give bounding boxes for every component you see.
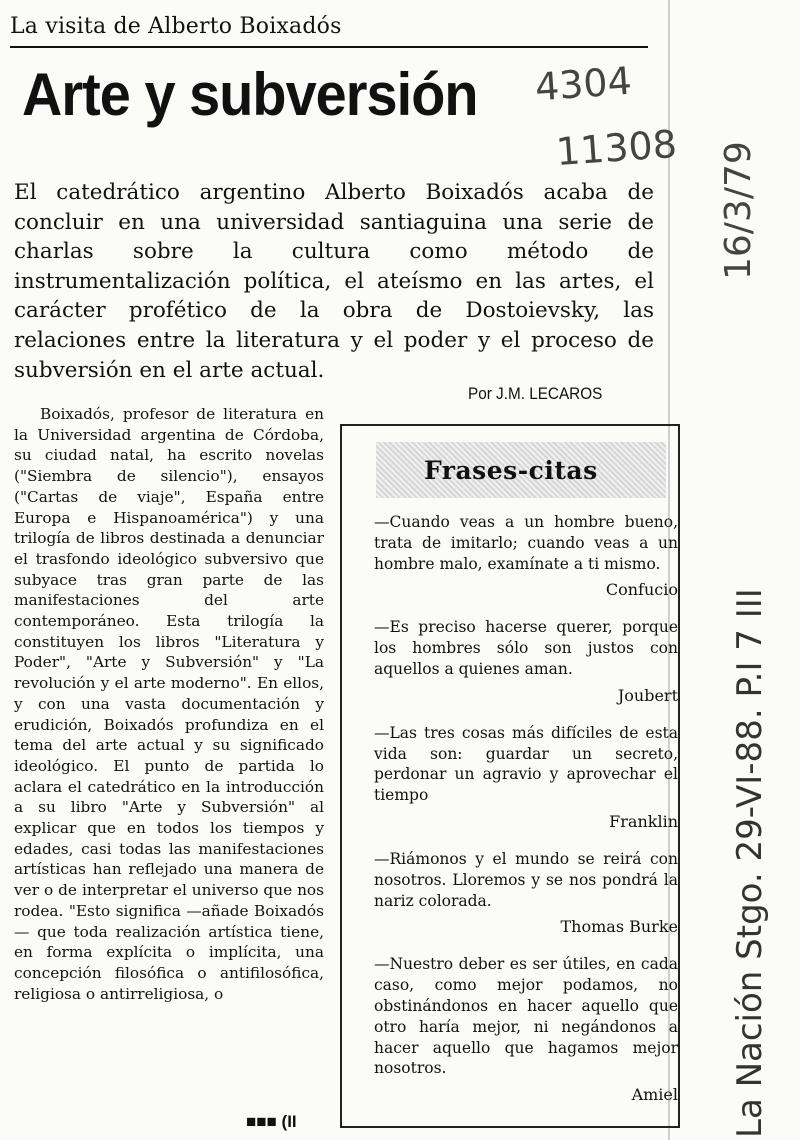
quote-text: —Es preciso hacerse querer, porque los hombres sólo son justos con aquellos a quienes aman. bbox=[374, 618, 678, 678]
quotes-box-title: Frases-citas bbox=[424, 455, 598, 485]
quote-author: Thomas Burke bbox=[560, 917, 678, 937]
quote-author: Confucio bbox=[605, 580, 678, 600]
article-byline: Por J.M. LECAROS bbox=[468, 384, 603, 403]
continuation-mark: ■■■ (II bbox=[246, 1112, 297, 1131]
quote-text: —Las tres cosas más difíciles de esta vida son: guardar un secreto, perdonar un agravio y aprovechar el tiempo bbox=[374, 723, 678, 805]
quote-author: Joubert bbox=[617, 685, 678, 705]
quote-item bbox=[374, 954, 678, 1104]
quote-item bbox=[374, 512, 678, 599]
article-kicker: La visita de Alberto Boixadós bbox=[10, 14, 342, 39]
article-body: Boixadós, profesor de literatura en la Universidad argentina de Córdoba, su ciudad natal, ha escrito novelas ("Siembra de silencio"), ensayos ("Cartas de viaje", España entre Europa e Hispanoamérica") y una trilogía de libros destinada a denunciar el trasfondo ideológico subversivo que subyace tras gran parte de las manifestaciones del arte contemporáneo. Esta trilogía la constituyen los libros "Literatura y Poder", "Arte y Subversión" y "La revolución y el arte moderno". En ellos, y con una vasta documentación y erudición, Boixadós profundiza en el tema del arte actual y su significado ideológico. El punto de partida lo aclara el catedrático en la introducción a su libro "Arte y Subversión" al explicar que en todos los tiempos y edades, casi todas las manifestaciones artísticas han reflejado una manera de ver o de interpretar el universo que nos rodea. "Esto significa —añade Boixadós— que toda realización artística tiene, en forma explícita o implícita, una concepción filosófica o antifilosófica, religiosa o antirreligiosa, o bbox=[14, 405, 324, 1003]
article-lede: El catedrático argentino Alberto Boixadós acaba de concluir en una universidad santiaguina una serie de charlas sobre la cultura como método de instrumentalización política, el ateísmo en las artes, el carácter profético de la obra de Dostoievsky, las relaciones entre la literatura y el poder y el proceso de subversión en el arte actual. bbox=[14, 180, 654, 383]
quote-item bbox=[374, 849, 678, 936]
quote-item bbox=[374, 723, 678, 831]
handwritten-source-note: La Nación Stgo. 29-VI-88. P.I 7 III bbox=[730, 588, 770, 1138]
kicker-rule bbox=[10, 46, 648, 48]
quote-text: —Riámonos y el mundo se reirá con nosotros. Lloremos y se nos pondrá la nariz colorada. bbox=[374, 849, 678, 910]
quote-item bbox=[374, 617, 678, 704]
quote-text: —Nuestro deber es ser útiles, en cada caso, como mejor podamos, no obstinándonos en hacer aquello que otro haría mejor, ni negándonos a hacer aquello que hagamos mejor nosotros. bbox=[374, 955, 678, 1078]
handwritten-number-bottom: 11308 bbox=[554, 121, 679, 175]
quotes-box-title-banner bbox=[376, 442, 666, 498]
handwritten-number-top: 4304 bbox=[533, 58, 634, 110]
quote-text: —Cuando veas a un hombre bueno, trata de imitarlo; cuando veas a un hombre malo, examínate a ti mismo. bbox=[374, 513, 678, 573]
quotes-box bbox=[340, 424, 680, 1128]
quotes-list bbox=[374, 512, 678, 1122]
article-body-column bbox=[14, 404, 324, 1004]
article-headline: Arte y subversión bbox=[22, 61, 478, 128]
handwritten-date: 16/3/79 bbox=[718, 141, 759, 280]
quote-author: Franklin bbox=[609, 811, 678, 831]
quote-author: Amiel bbox=[631, 1085, 678, 1105]
